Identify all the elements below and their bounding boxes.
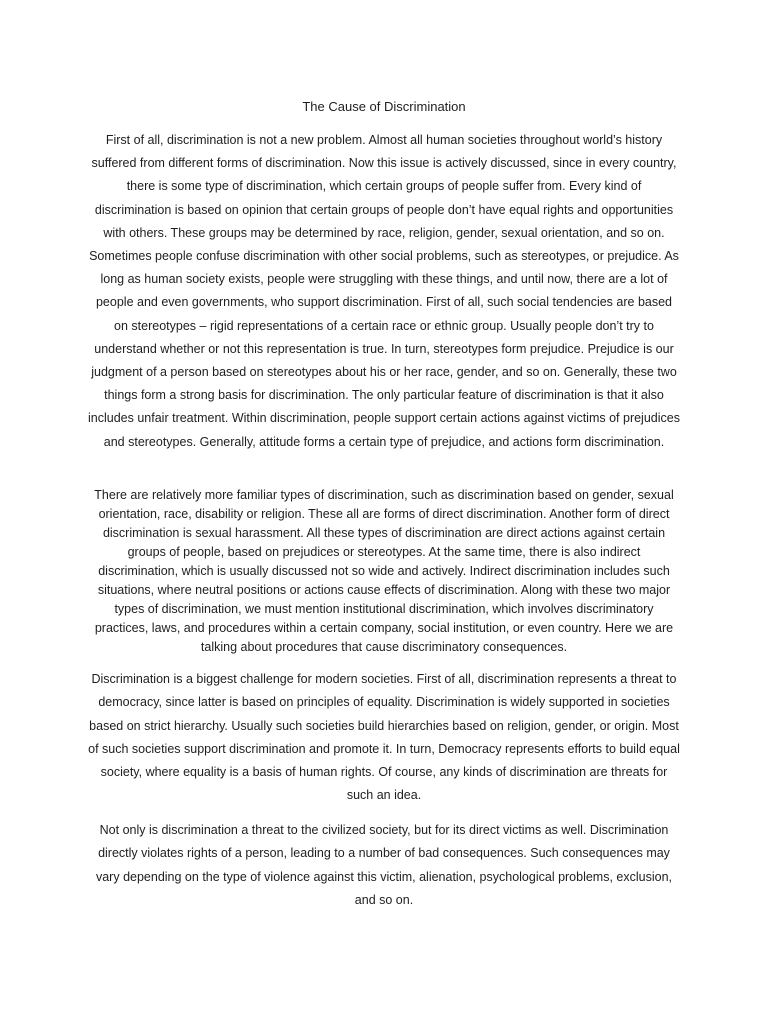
paragraph-3: Discrimination is a biggest challenge for modern societies. First of all, discrimination represents a threat to democracy, since latter is based on principles of equality. Discrimination is widely supported in societies based on strict hierarchy. Usually such societies build hierarchies based on religion, gender, or origin. Most of such societies support discrimination and promote it. In turn, Democracy represents efforts to build equal society, where equality is a basis of human rights. Of course, any kinds of discrimination are threats for such an idea. (88, 672, 680, 803)
paragraph-2: There are relatively more familiar types of discrimination, such as discrimination based on gender, sexual orientation, race, disability or religion. These all are forms of direct discrimination. Another form of direct discrimination is sexual harassment. All these types of discrimination are direct actions against certain groups of people, based on prejudices or stereotypes. At the same time, there is also indirect discrimination, which is usually discussed not so wide and actively. Indirect discrimination includes such situations, where neutral positions or actions cause effects of discrimination. Along with these two major types of discrimination, we must mention institutional discrimination, which involves discriminatory practices, laws, and procedures within a certain company, social institution, or even country. Here we are talking about procedures that cause discriminatory consequences. (94, 488, 674, 654)
paragraph-1: First of all, discrimination is not a new problem. Almost all human societies throughout world’s history suffered from different forms of discrimination. Now this issue is actively discussed, since in every country, there is some type of discrimination, which certain groups of people suffer from. Every kind of discrimination is based on opinion that certain groups of people don’t have equal rights and opportunities with others. These groups may be determined by race, religion, gender, sexual orientation, and so on. Sometimes people confuse discrimination with other social problems, such as stereotypes, or prejudice. As long as human society exists, people were struggling with these things, and until now, there are a lot of people and even governments, who support discrimination. First of all, such social tendencies are based on stereotypes – rigid representations of a certain race or ethnic group. Usually people don’t try to understand whether or not this representation is true. In turn, stereotypes form prejudice. Prejudice is our judgment of a person based on stereotypes about his or her race, gender, and so on. Generally, these two things form a strong basis for discrimination. The only particular feature of discrimination is that it also includes unfair treatment. Within discrimination, people support certain actions against victims of prejudices and stereotypes. Generally, attitude forms a certain type of prejudice, and actions form discrimination. (88, 133, 680, 449)
document-title: The Cause of Discrimination (302, 99, 466, 114)
paragraph-4: Not only is discrimination a threat to the civilized society, but for its direct victims as well. Discrimination directly violates rights of a person, leading to a number of bad consequences. Such consequences may vary depending on the type of violence against this victim, alienation, psychological problems, exclusion, and so on. (95, 823, 673, 907)
